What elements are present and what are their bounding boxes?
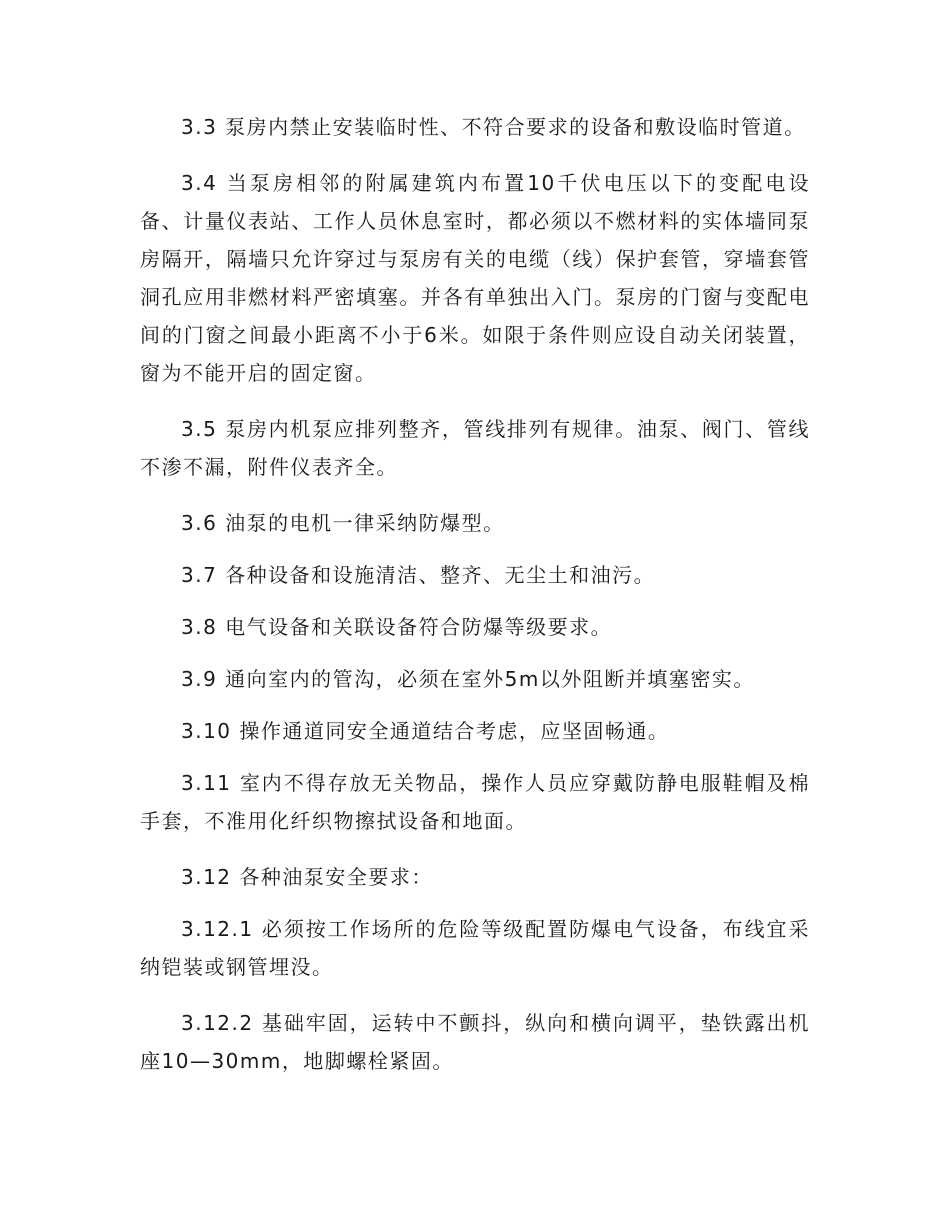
- paragraph-3-7: 3.7 各种设备和设施清洁、整齐、无尘土和油污。: [181, 563, 656, 587]
- paragraph-3-12-1: 3.12.1 必须按工作场所的危险等级配置防爆电气设备，布线宜采纳铠装或钢管埋没。: [140, 917, 810, 979]
- paragraph-3-4: 3.4 当泵房相邻的附属建筑内布置10千伏电压以下的变配电设备、计量仪表站、工作人员休息室时，都必须以不燃材料的实体墙同泵房隔开，隔墙只允许穿过与泵房有关的电缆（线）保护套管，穿墙套管洞孔应用非燃材料严密填塞。并各有单独出入门。泵房的门窗与变配电间的门窗之间最小距离不小于6米。如限于条件则应设自动关闭装置，窗为不能开启的固定窗。: [140, 171, 810, 385]
- paragraph-3-5: 3.5 泵房内机泵应排列整齐，管线排列有规律。油泵、阀门、管线不渗不漏，附件仪表齐全。: [140, 417, 810, 479]
- paragraph-3-12: 3.12 各种油泵安全要求：: [181, 865, 433, 889]
- paragraph-3-11: 3.11 室内不得存放无关物品，操作人员应穿戴防静电服鞋帽及棉手套，不准用化纤织物擦拭设备和地面。: [140, 771, 810, 833]
- paragraph-3-6: 3.6 油泵的电机一律采纳防爆型。: [181, 511, 505, 535]
- paragraph-3-12-2: 3.12.2 基础牢固，运转中不颤抖，纵向和横向调平，垫铁露出机座10—30mm，地脚螺栓紧固。: [140, 1011, 810, 1073]
- paragraph-3-10: 3.10 操作通道同安全通道结合考虑，应坚固畅通。: [181, 719, 670, 743]
- paragraph-3-3: 3.3 泵房内禁止安装临时性、不符合要求的设备和敷设临时管道。: [181, 115, 806, 139]
- paragraph-3-9: 3.9 通向室内的管沟，必须在室外5m以外阻断并填塞密实。: [181, 667, 755, 691]
- paragraph-3-8: 3.8 电气设备和关联设备符合防爆等级要求。: [181, 615, 613, 639]
